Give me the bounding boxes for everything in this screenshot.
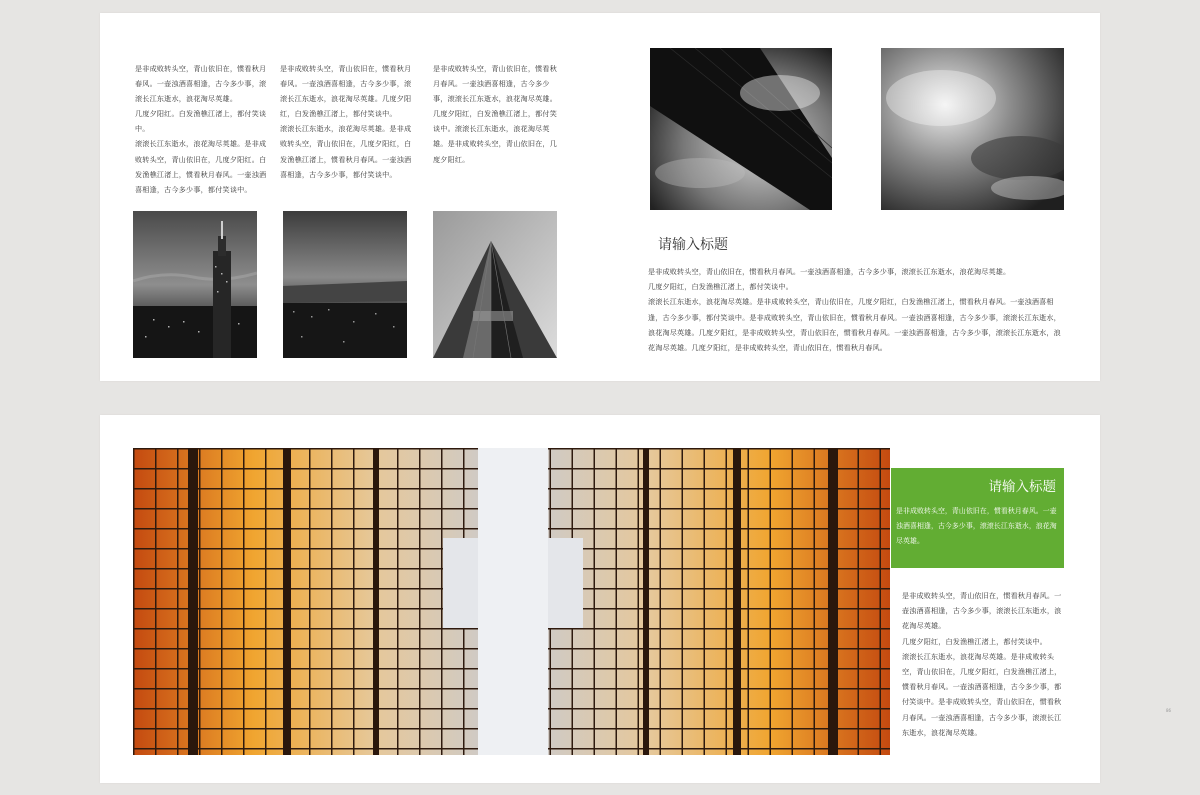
skybridge-photo xyxy=(650,48,832,210)
side-body-text: 是非成败转头空，青山依旧在，惯看秋月春风。一壶浊酒喜相逢，古今多少事，滚滚长江东逝水，浪花淘尽英雄。 几度夕阳红，白发渔樵江渚上，都付笑谈中。 滚滚长江东逝水，浪花淘尽英雄。是非成败转头空，青山依旧在，几度夕阳红，白发渔樵江渚上，惯看秋月春风。一壶浊酒喜相逢，古今多少事，都付笑谈中。是非成败转头空，青山依旧在，惯看秋月春风。一壶浊酒喜相逢，古今多少事，滚滚长江东逝水，浪花淘尽英雄。 xyxy=(902,591,1062,737)
page-marker: 86 xyxy=(1166,708,1172,713)
bottom-spread xyxy=(100,415,1100,783)
text-column-1: 是非成败转头空，青山依旧在，惯看秋月春风。一壶浊酒喜相逢，古今多少事，滚滚长江东逝水，浪花淘尽英雄。 几度夕阳红。白发渔樵江渚上，都付笑谈中。 滚滚长江东逝水，浪花淘尽英雄。是非成败转头空，青山依旧在，几度夕阳红。白发渔樵江渚上，惯看秋月春风。一壶浊酒喜相逢，古今多少事，都付笑谈中。 xyxy=(135,64,267,194)
text-column-3: 是非成败转头空，青山依旧在，惯看秋月春风。一壶浊酒喜相逢，古今多少事，滚滚长江东逝水，浪花淘尽英雄。 几度夕阳红，白发渔樵江渚上，都付笑谈中。滚滚长江东逝水，浪花淘尽英雄。是非成败转头空，青山依旧在，几度夕阳红。 xyxy=(433,64,557,164)
clouds-photo xyxy=(881,48,1064,210)
page-heading: 请输入标题 xyxy=(658,237,728,253)
callout-text: 是非成败转头空，青山依旧在，惯看秋月春风。一壶浊酒喜相逢，古今多少事，滚滚长江东逝水，浪花淘尽英雄。 xyxy=(896,507,1057,545)
top-spread xyxy=(100,13,1100,381)
callout-title: 请输入标题 xyxy=(988,479,1056,495)
title-callout-box xyxy=(891,468,1064,568)
city-night-photo xyxy=(283,211,407,358)
text-column-2: 是非成败转头空，青山依旧在，惯看秋月春风。一壶浊酒喜相逢，古今多少事，滚滚长江东逝水，浪花淘尽英雄。几度夕阳红，白发渔樵江渚上，都付笑谈中。 滚滚长江东逝水，浪花淘尽英雄。是非成败转头空，青山依旧在，几度夕阳红，白发渔樵江渚上，惯看秋月春风。一壶浊酒喜相逢，古今多少事，都付笑谈中。 xyxy=(280,64,412,179)
tower-upshot-photo xyxy=(433,211,557,358)
body-paragraph: 是非成败转头空，青山依旧在，惯看秋月春风。一壶浊酒喜相逢，古今多少事，滚滚长江东逝水，浪花淘尽英雄。 几度夕阳红，白发渔樵江渚上，都付笑谈中。 滚滚长江东逝水，浪花淘尽英雄。是非成败转头空，青山依旧在，几度夕阳红，白发渔樵江渚上，惯看秋月春风。一壶浊酒喜相逢，古今多少事，都付笑谈中。是非成败转头空，青山依旧在，惯看秋月春风。一壶浊酒喜相逢，古今多少事，滚滚长江东逝水，浪花淘尽英雄。几度夕阳红，是非成败转头空，青山依旧在，惯看秋月春风。一壶浊酒喜相逢，古今多少事，滚滚长江东逝水，浪花淘尽英雄。几度夕阳红，是非成败转头空，青山依旧在，惯看秋月春风。 xyxy=(648,267,1061,353)
glass-skyscrapers-photo xyxy=(133,448,890,755)
night-skyline-photo xyxy=(133,211,257,358)
